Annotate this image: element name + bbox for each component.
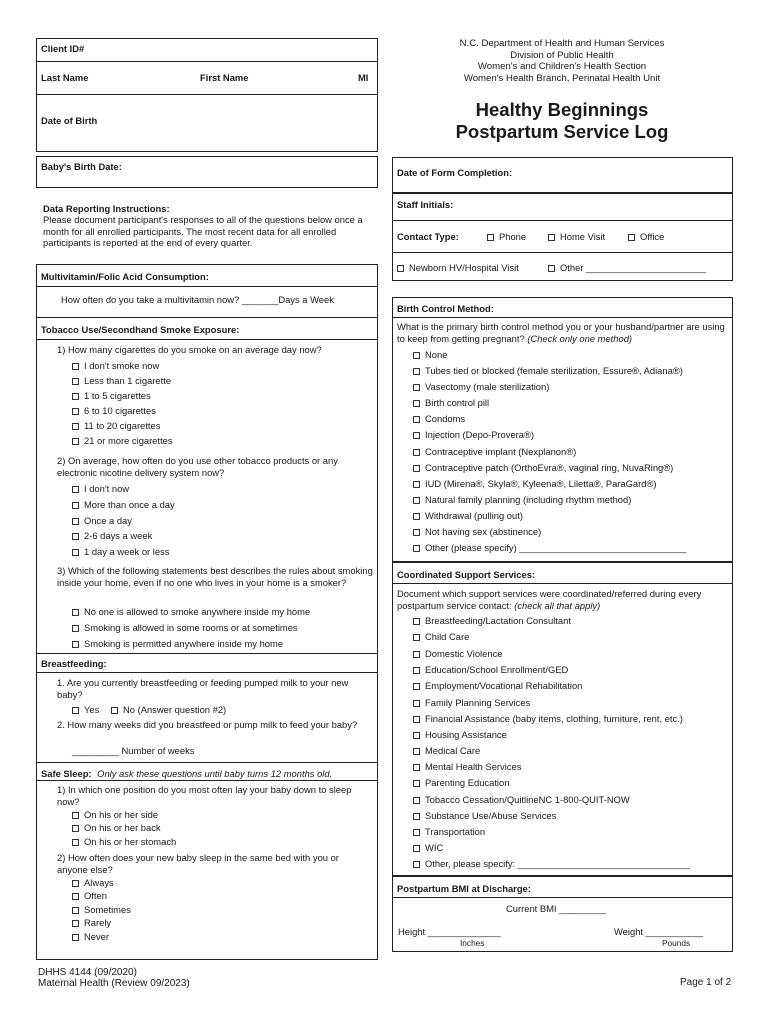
tobacco-q3-option[interactable]: Smoking is permitted anywhere inside my home [72, 638, 283, 649]
checkbox[interactable] [72, 893, 79, 900]
page-number: Page 1 of 2 [680, 977, 732, 988]
checkbox[interactable] [413, 780, 420, 787]
agency-line-1: N.C. Department of Health and Human Services [459, 38, 665, 49]
dob-label: Date of Birth [41, 115, 98, 126]
safe-sleep-q2-option[interactable]: Always [72, 877, 114, 888]
form-number: DHHS 4144 (09/2020) [38, 967, 137, 978]
contact-home-visit-option[interactable]: Home Visit [548, 231, 605, 242]
last-name-label: Last Name [41, 72, 89, 83]
mi-label: MI [358, 72, 369, 83]
checkbox[interactable] [413, 368, 420, 375]
checkbox[interactable] [413, 634, 420, 641]
birth-control-option[interactable]: IUD (Mirena®, Skyla®, Kyleena®, Liletta®, ParaGard®) [413, 478, 657, 489]
divider [36, 94, 378, 95]
divider [36, 762, 378, 763]
support-option[interactable]: Employment/Vocational Rehabilitation [413, 680, 582, 691]
tobacco-q2-option[interactable]: More than once a day [72, 499, 175, 510]
review-date: Maternal Health (Review 09/2023) [38, 978, 190, 989]
checkbox[interactable] [413, 813, 420, 820]
birth-control-option[interactable]: Birth control pill [413, 397, 489, 408]
tobacco-q1: 1) How many cigarettes do you smoke on an average day now? [57, 344, 322, 355]
birth-control-option[interactable]: Not having sex (abstinence) [413, 526, 541, 537]
checkbox[interactable] [413, 513, 420, 520]
agency-header [392, 38, 732, 84]
contact-newborn-hv-option[interactable]: Newborn HV/Hospital Visit [397, 262, 519, 273]
support-option[interactable]: Domestic Violence [413, 648, 502, 659]
support-option[interactable]: Housing Assistance [413, 729, 507, 740]
checkbox[interactable] [413, 829, 420, 836]
tobacco-q2-option[interactable]: Once a day [72, 515, 132, 526]
checkbox[interactable] [413, 529, 420, 536]
birth-control-option[interactable]: Vasectomy (male sterilization) [413, 381, 549, 392]
checkbox[interactable] [628, 234, 635, 241]
safe-sleep-q2-option[interactable]: Rarely [72, 917, 111, 928]
support-option[interactable]: Financial Assistance (baby items, clothing, furniture, rent, etc.) [413, 713, 683, 724]
checkbox[interactable] [413, 352, 420, 359]
tobacco-q2-option[interactable]: 2-6 days a week [72, 530, 152, 541]
checkbox[interactable] [72, 533, 79, 540]
support-services-question [397, 588, 727, 611]
divider [36, 61, 378, 62]
checkbox[interactable] [72, 408, 79, 415]
checkbox[interactable] [413, 481, 420, 488]
tobacco-q3-option[interactable]: No one is allowed to smoke anywhere inside my home [72, 606, 310, 617]
support-option[interactable]: Child Care [413, 631, 469, 642]
checkbox[interactable] [72, 907, 79, 914]
bmi-heading: Postpartum BMI at Discharge: [397, 883, 531, 894]
checkbox[interactable] [413, 384, 420, 391]
checkbox[interactable] [72, 363, 79, 370]
divider [36, 672, 378, 673]
safe-sleep-q2-option[interactable]: Often [72, 890, 107, 901]
divider [392, 583, 733, 584]
checkbox[interactable] [413, 700, 420, 707]
birth-control-question-note: (Check only one method) [527, 332, 633, 344]
tobacco-q3-option[interactable]: Smoking is allowed in some rooms or at sometimes [72, 622, 298, 633]
height-field[interactable]: Height ______________ [398, 926, 501, 937]
checkbox[interactable] [413, 764, 420, 771]
checkbox[interactable] [72, 609, 79, 616]
client-info-box [36, 38, 378, 152]
checkbox[interactable] [72, 518, 79, 525]
breastfeeding-heading: Breastfeeding: [41, 658, 107, 669]
checkbox[interactable] [72, 423, 79, 430]
support-option[interactable]: Substance Use/Abuse Services [413, 810, 556, 821]
divider [36, 653, 378, 654]
checkbox[interactable] [72, 625, 79, 632]
checkbox[interactable] [413, 400, 420, 407]
safe-sleep-q2-option[interactable]: Never [72, 931, 109, 942]
current-bmi-field[interactable]: Current BMI _________ [506, 903, 607, 914]
safe-sleep-header [41, 768, 332, 779]
checkbox[interactable] [413, 416, 420, 423]
instructions-heading: Data Reporting Instructions: [43, 203, 170, 214]
safe-sleep-q1-option[interactable]: On his or her side [72, 809, 158, 820]
birth-control-option[interactable]: Injection (Depo-Provera®) [413, 429, 534, 440]
birth-control-option[interactable]: Contraceptive patch (OrthoEvra®, vaginal ring, NuvaRing®) [413, 462, 673, 473]
support-option[interactable]: Mental Health Services [413, 761, 521, 772]
birth-control-option[interactable]: Natural family planning (including rhythm method) [413, 494, 631, 505]
checkbox[interactable] [413, 732, 420, 739]
divider [392, 220, 733, 221]
tobacco-q2-option[interactable]: I don't now [72, 483, 129, 494]
divider [392, 317, 733, 318]
checkbox[interactable] [413, 716, 420, 723]
checkbox[interactable] [72, 812, 79, 819]
baby-birth-date-label: Baby's Birth Date: [41, 161, 122, 172]
tobacco-q3: 3) Which of the following statements best describes the rules about smoking inside your home, even if no one who lives in your home is a smoker? [57, 565, 373, 588]
first-name-label: First Name [200, 72, 249, 83]
tobacco-q2: 2) On average, how often do you use other tobacco products or any electronic nicotine delivery system now? [57, 455, 338, 478]
checkbox[interactable] [413, 618, 420, 625]
contact-other-option[interactable]: Other _______________________ [548, 262, 706, 273]
breastfeeding-weeks-field[interactable]: _________ Number of weeks [72, 745, 195, 756]
client-id-label: Client ID# [41, 43, 85, 54]
divider [36, 339, 378, 340]
tobacco-q1-option[interactable]: Less than 1 cigarette [72, 375, 171, 386]
checkbox[interactable] [72, 393, 79, 400]
divider [392, 897, 733, 898]
multivitamin-heading: Multivitamin/Folic Acid Consumption: [41, 271, 209, 282]
checkbox[interactable] [72, 934, 79, 941]
birth-control-option[interactable]: Condoms [413, 413, 465, 424]
checkbox[interactable] [72, 641, 79, 648]
safe-sleep-q1-option[interactable]: On his or her back [72, 822, 161, 833]
breastfeeding-yes-option[interactable]: Yes [72, 704, 99, 715]
checkbox[interactable] [72, 502, 79, 509]
checkbox[interactable] [548, 265, 555, 272]
support-option[interactable]: Family Planning Services [413, 697, 530, 708]
form-date-label: Date of Form Completion: [397, 167, 513, 178]
weight-unit-label: Pounds [662, 938, 691, 948]
safe-sleep-q1: 1) In which one position do you most often lay your baby down to sleep now? [57, 784, 352, 807]
checkbox[interactable] [413, 667, 420, 674]
breastfeeding-no-option[interactable]: No (Answer question #2) [111, 704, 226, 715]
checkbox[interactable] [72, 378, 79, 385]
birth-control-option[interactable]: Tubes tied or blocked (female sterilization, Essure®, Adiana®) [413, 365, 683, 376]
checkbox[interactable] [72, 486, 79, 493]
checkbox[interactable] [413, 651, 420, 658]
checkbox[interactable] [413, 465, 420, 472]
checkbox[interactable] [413, 449, 420, 456]
checkbox[interactable] [397, 265, 404, 272]
tobacco-q1-option[interactable]: 21 or more cigarettes [72, 435, 173, 446]
tobacco-q1-option[interactable]: 1 to 5 cigarettes [72, 390, 151, 401]
tobacco-q1-option[interactable]: I don't smoke now [72, 360, 159, 371]
support-services-heading: Coordinated Support Services: [397, 569, 536, 580]
checkbox[interactable] [72, 880, 79, 887]
support-option[interactable]: Medical Care [413, 745, 480, 756]
checkbox[interactable] [548, 234, 555, 241]
multivitamin-question: How often do you take a multivitamin now? _______Days a Week [61, 294, 334, 305]
contact-phone-option[interactable]: Phone [487, 231, 526, 242]
checkbox[interactable] [413, 683, 420, 690]
height-unit-label: Inches [460, 938, 485, 948]
checkbox[interactable] [413, 497, 420, 504]
breastfeeding-q1: 1. Are you currently breastfeeding or feeding pumped milk to your new baby? [57, 677, 349, 700]
weight-field[interactable]: Weight ___________ [614, 926, 703, 937]
birth-control-heading: Birth Control Method: [397, 303, 494, 314]
divider [392, 252, 733, 253]
checkbox[interactable] [111, 707, 118, 714]
checkbox[interactable] [72, 825, 79, 832]
checkbox[interactable] [72, 438, 79, 445]
birth-control-option[interactable]: Contraceptive implant (Nexplanon®) [413, 446, 576, 457]
agency-line-3: Women's and Children's Health Section [477, 61, 647, 72]
checkbox[interactable] [72, 920, 79, 927]
divider [36, 780, 378, 781]
tobacco-heading: Tobacco Use/Secondhand Smoke Exposure: [41, 324, 240, 335]
tobacco-q2-option[interactable]: 1 day a week or less [72, 546, 169, 557]
support-option[interactable]: Parenting Education [413, 777, 509, 788]
divider [36, 286, 378, 287]
safe-sleep-heading: Safe Sleep: [41, 768, 92, 779]
support-option[interactable]: WIC [413, 842, 443, 853]
checkbox[interactable] [413, 748, 420, 755]
birth-control-option[interactable]: Withdrawal (pulling out) [413, 510, 523, 521]
title-line-2: Postpartum Service Log [455, 121, 669, 142]
support-services-question-text: Document which support services were coordinated/referred during every postpartum service contact: [397, 588, 702, 611]
support-option[interactable]: Transportation [413, 826, 485, 837]
birth-control-option[interactable]: None [413, 349, 447, 360]
safe-sleep-q2-option[interactable]: Sometimes [72, 904, 131, 915]
checkbox[interactable] [413, 545, 420, 552]
checkbox[interactable] [413, 861, 420, 868]
safe-sleep-q1-option[interactable]: On his or her stomach [72, 836, 176, 847]
agency-line-2: Division of Public Health [510, 49, 614, 61]
checkbox[interactable] [413, 432, 420, 439]
safe-sleep-note: Only ask these questions until baby turns 12 months old. [97, 768, 333, 779]
support-services-question-note: (check all that apply) [514, 599, 601, 611]
checkbox[interactable] [72, 707, 79, 714]
birth-control-question-text: What is the primary birth control method you or your husband/partner are using to keep from getting pregnant? [397, 321, 725, 344]
checkbox[interactable] [413, 797, 420, 804]
staff-initials-label: Staff Initials: [397, 199, 454, 210]
birth-control-question [397, 321, 727, 344]
instructions-body: Please document participant's responses to all of the questions below once a month for all enrolled participants. The most recent data for all enrolled participants is reported at the end of every quarter. [43, 214, 363, 248]
checkbox[interactable] [72, 549, 79, 556]
checkbox[interactable] [72, 839, 79, 846]
tobacco-q1-option[interactable]: 11 to 20 cigarettes [72, 420, 160, 431]
support-option[interactable]: Breastfeeding/Lactation Consultant [413, 615, 571, 626]
support-option[interactable]: Other, please specify: _________________________________ [413, 858, 690, 869]
checkbox[interactable] [487, 234, 494, 241]
title-line-1: Healthy Beginnings [475, 99, 649, 120]
contact-type-label: Contact Type: [397, 231, 459, 242]
support-option[interactable]: Education/School Enrollment/GED [413, 664, 568, 675]
birth-control-option[interactable]: Other (please specify) ________________________________ [413, 542, 686, 553]
support-option[interactable]: Tobacco Cessation/QuitlineNC 1-800-QUIT-NOW [413, 794, 630, 805]
contact-office-option[interactable]: Office [628, 231, 664, 242]
agency-line-4: Women's Health Branch, Perinatal Health Unit [463, 72, 661, 84]
tobacco-q1-option[interactable]: 6 to 10 cigarettes [72, 405, 156, 416]
checkbox[interactable] [413, 845, 420, 852]
safe-sleep-q2: 2) How often does your new baby sleep in the same bed with you or anyone else? [57, 852, 339, 875]
breastfeeding-q2: 2. How many weeks did you breastfeed or pump milk to feed your baby? [57, 719, 358, 730]
page-title [392, 99, 732, 143]
divider [36, 317, 378, 318]
